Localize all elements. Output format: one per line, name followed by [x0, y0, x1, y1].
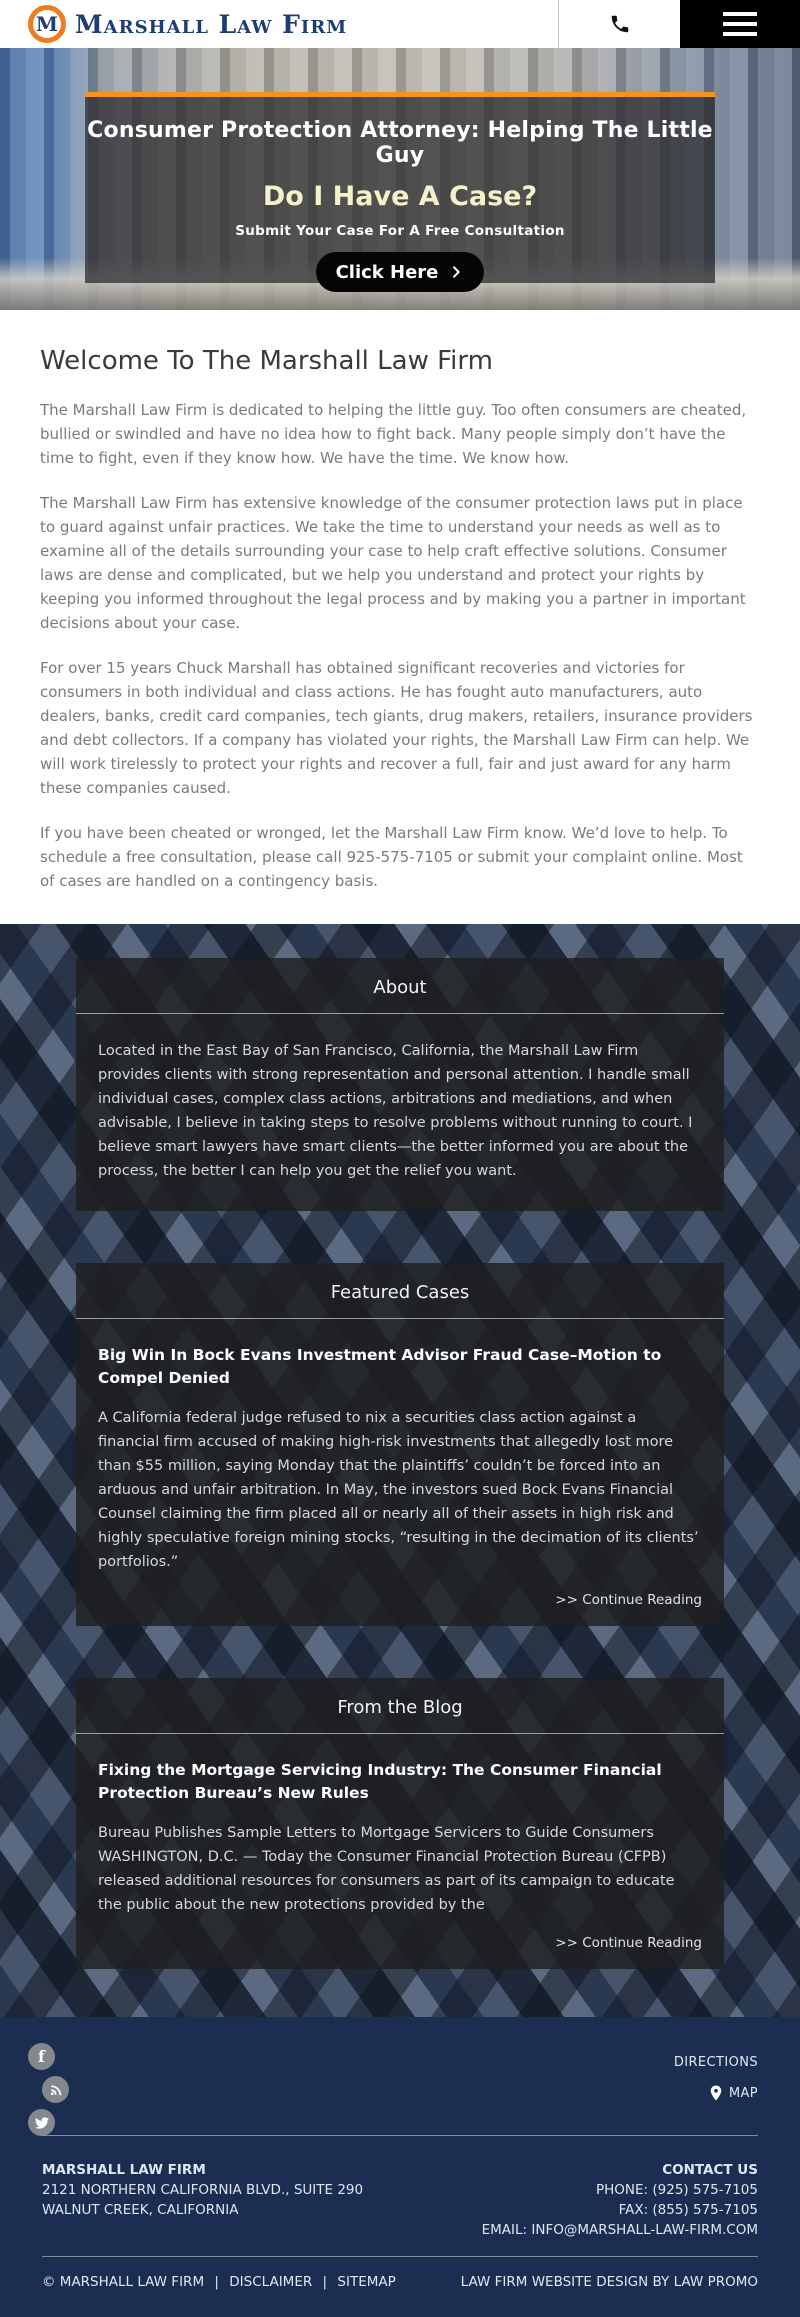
footer-divider: [42, 2135, 758, 2136]
social-links: [28, 2043, 88, 2142]
phone-icon: [609, 13, 631, 35]
contact-heading: CONTACT US: [662, 2162, 758, 2178]
contact-block: [482, 2160, 758, 2240]
logo-letter: M: [35, 12, 59, 36]
law-promo-credit-link[interactable]: LAW FIRM WEBSITE DESIGN BY LAW PROMO: [460, 2274, 758, 2290]
footer-top-row: [0, 2017, 800, 2135]
pipe-separator: |: [214, 2274, 219, 2290]
firm-address-line1: 2121 NORTHERN CALIFORNIA BLVD., SUITE 290: [42, 2182, 364, 2198]
hero-overlay-panel: [85, 92, 715, 283]
facebook-icon[interactable]: f: [28, 2043, 55, 2070]
about-heading: About: [373, 977, 427, 998]
building-background-section: [0, 924, 800, 2017]
site-header: [0, 0, 800, 48]
featured-post-title[interactable]: Big Win In Bock Evans Investment Advisor Fraud Case–Motion to Compel Denied: [98, 1346, 662, 1387]
click-here-button[interactable]: [316, 252, 484, 292]
blog-heading: From the Blog: [337, 1697, 463, 1718]
copyright-text: © MARSHALL LAW FIRM: [42, 2274, 205, 2290]
disclaimer-link[interactable]: DISCLAIMER: [229, 2274, 313, 2290]
firm-address-line2: WALNUT CREEK, CALIFORNIA: [42, 2202, 239, 2218]
contact-email[interactable]: EMAIL: INFO@MARSHALL-LAW-FIRM.COM: [481, 2222, 758, 2238]
blog-post-body: Bureau Publishes Sample Letters to Mortgage Servicers to Guide Consumers WASHINGTON, D.C. — Today the Consumer Financial Protection Bureau (CFPB) released additional resources for consumers as part of its campaign to educate the public about the new protections provided by the: [98, 1825, 675, 1913]
about-body: Located in the East Bay of San Francisco, California, the Marshall Law Firm provides clients with strong representation and personal attention. I handle small individual cases, complex class actions, arbitrations and mediations, and when advisable, I believe in taking steps to resolve problems without running to court. I believe smart lawyers have smart clients—the better informed you are about the process, the better I can help you get the relief you want.: [98, 1043, 693, 1179]
hamburger-icon: [723, 12, 757, 36]
hero-banner: [0, 48, 800, 310]
hero-title: Consumer Protection Attorney: Helping The Little Guy: [87, 118, 713, 168]
contact-fax: FAX: (855) 575-7105: [618, 2202, 758, 2218]
firm-address-block: [42, 2160, 363, 2240]
welcome-paragraph-3: For over 15 years Chuck Marshall has obtained significant recoveries and victories for consumers in both individual and class actions. He has fought auto manufacturers, auto dealers, banks, credit card companies, tech giants, drug makers, retailers, insurance providers and debt collectors. If a company has violated your rights, the Marshall Law Firm can help. We will work tirelessly to protect your rights and recover a full, fair and just award for any harm these companies caused.: [40, 659, 753, 797]
footer-bottom-bar: [42, 2274, 758, 2290]
hero-tagline: Submit Your Case For A Free Consultation: [235, 223, 565, 239]
brand-name: Marshall Law Firm: [75, 9, 348, 39]
chevron-right-icon: [448, 264, 464, 280]
blog-post-title[interactable]: Fixing the Mortgage Servicing Industry: The Consumer Financial Protection Bureau’s New Rules: [98, 1761, 662, 1802]
welcome-paragraph-4: If you have been cheated or wronged, let the Marshall Law Firm know. We’d love to help. To schedule a free consultation, please call 925-575-7105 or submit your complaint online. Most of cases are handled on a contingency basis.: [40, 824, 743, 890]
featured-post-body: A California federal judge refused to nix a securities class action against a financial firm accused of making high-risk investments that allegedly lost more than $55 million, saying Monday that the plaintiffs’ couldn’t be forced into an arduous and unfair arbitration. In May, the investors sued Bock Evans Financial Counsel claiming the firm placed all or nearly all of their assets in high risk and highly speculative foreign mining stocks, “resulting in the decimation of its clients’ portfolios.”: [98, 1410, 699, 1570]
featured-cases-card: [76, 1263, 724, 1626]
sitemap-link[interactable]: SITEMAP: [337, 2274, 396, 2290]
welcome-section: [0, 310, 800, 924]
site-footer: [0, 2017, 800, 2317]
phone-button[interactable]: [558, 0, 680, 48]
welcome-paragraph-2: The Marshall Law Firm has extensive knowledge of the consumer protection laws put in place to guard against unfair practices. We take the time to understand your needs as well as to examine all of the details surrounding your case to help craft effective solutions. Consumer laws are dense and complicated, but we help you understand and protect your rights by keeping you informed throughout the legal process and by making you a partner in important decisions about your case.: [40, 494, 746, 632]
map-pin-icon: [707, 2084, 725, 2102]
copyright-row: [42, 2274, 396, 2290]
welcome-paragraph-1: The Marshall Law Firm is dedicated to helping the little guy. Too often consumers are cheated, bullied or swindled and have no idea how to fight back. Many people simply don’t have the time to fight, even if they know how. We have the time. We know how.: [40, 401, 747, 467]
logo[interactable]: [28, 5, 347, 43]
hero-question: Do I Have A Case?: [262, 181, 538, 212]
welcome-heading: Welcome To The Marshall Law Firm: [40, 346, 493, 376]
directions-block: [674, 2055, 758, 2102]
footer-info-row: [42, 2160, 758, 2240]
twitter-icon[interactable]: [28, 2109, 55, 2136]
rss-icon[interactable]: [42, 2076, 69, 2103]
firm-name: MARSHALL LAW FIRM: [42, 2162, 206, 2178]
footer-divider: [42, 2256, 758, 2257]
cta-label: Click Here: [335, 261, 439, 283]
blog-card: [76, 1678, 724, 1969]
about-card: [76, 958, 724, 1211]
map-link[interactable]: [674, 2084, 758, 2102]
pipe-separator: |: [322, 2274, 328, 2290]
logo-m-icon: [28, 5, 66, 43]
blog-continue-reading-link[interactable]: >> Continue Reading: [555, 1935, 702, 1951]
map-label: MAP: [728, 2085, 758, 2101]
featured-continue-reading-link[interactable]: >> Continue Reading: [555, 1592, 702, 1608]
directions-link[interactable]: DIRECTIONS: [673, 2055, 758, 2070]
menu-button[interactable]: [680, 0, 800, 48]
contact-phone: PHONE: (925) 575-7105: [596, 2182, 758, 2198]
featured-cases-heading: Featured Cases: [330, 1282, 470, 1303]
